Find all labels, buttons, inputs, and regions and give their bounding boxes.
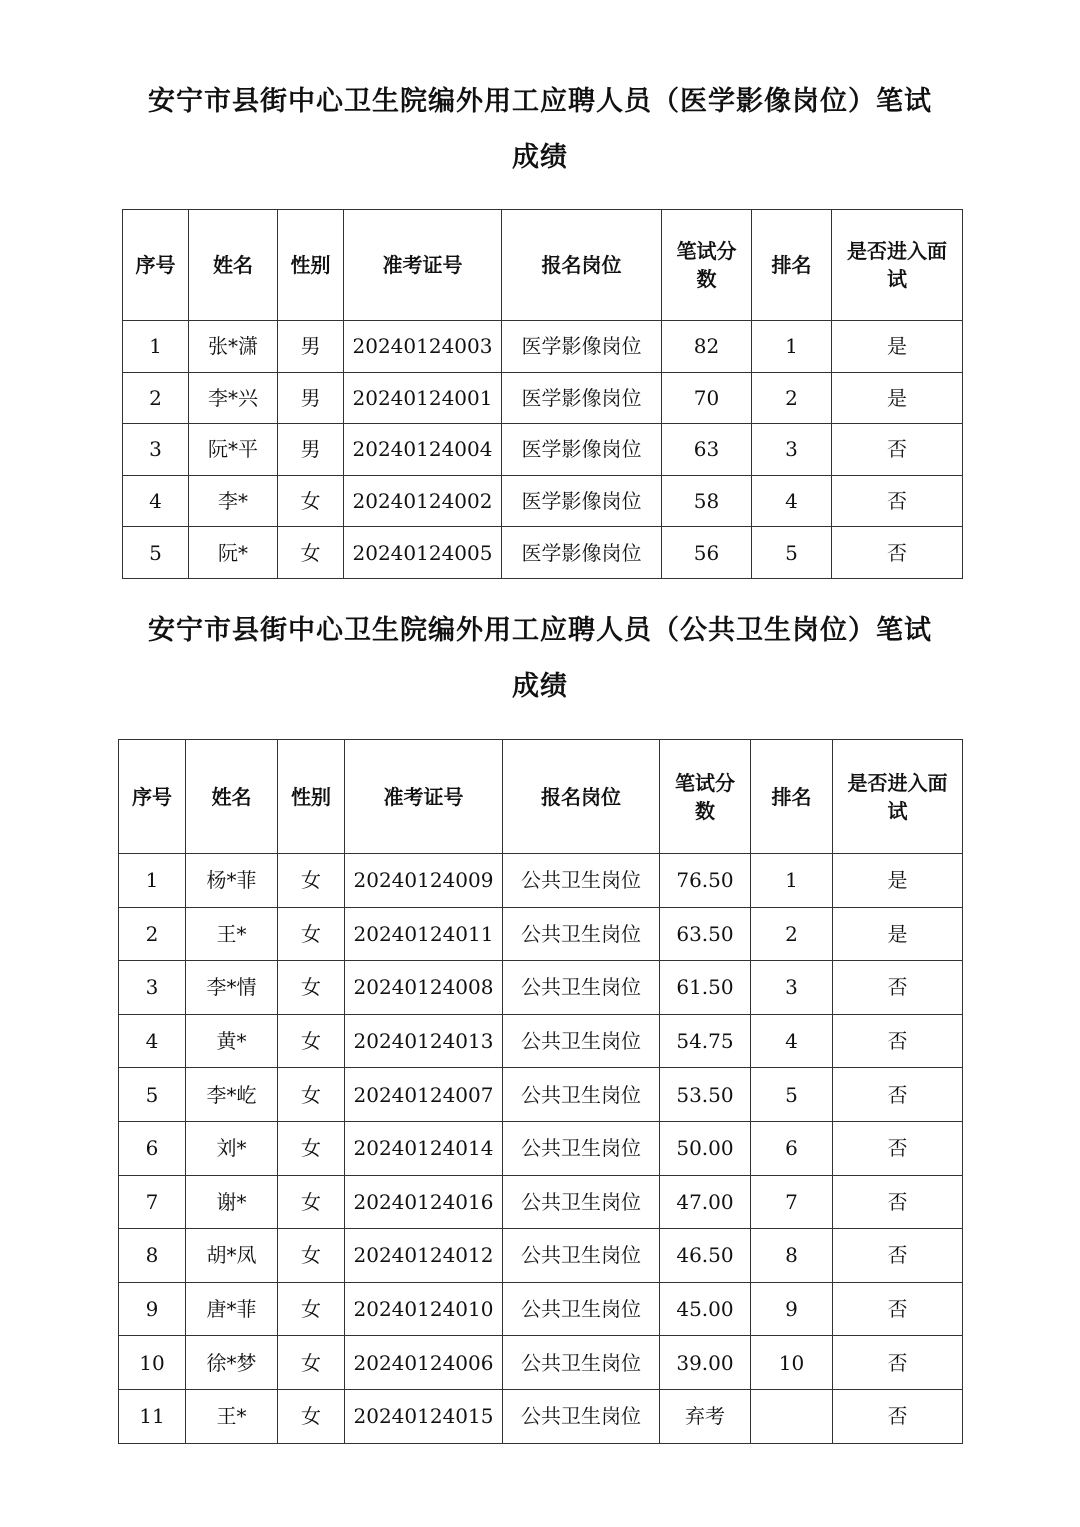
- cell-gender: 女: [278, 527, 344, 579]
- cell-name: 王*: [186, 1389, 278, 1443]
- cell-gender: 女: [278, 1229, 345, 1283]
- cell-rank: 2: [752, 372, 832, 424]
- table-row: [119, 1068, 963, 1122]
- cell-score: 46.50: [660, 1229, 751, 1283]
- cell-rank: 3: [751, 961, 833, 1015]
- cell-gender: 女: [278, 1014, 345, 1068]
- cell-gender: 女: [278, 1389, 345, 1443]
- cell-score: 50.00: [660, 1121, 751, 1175]
- cell-interview: 否: [833, 1229, 963, 1283]
- cell-interview: 否: [833, 1175, 963, 1229]
- cell-interview: 是: [832, 372, 963, 424]
- cell-gender: 女: [278, 475, 344, 527]
- table-row: [119, 1175, 963, 1229]
- cell-rank: 3: [752, 424, 832, 476]
- cell-score: 45.00: [660, 1282, 751, 1336]
- cell-name: 黄*: [186, 1014, 278, 1068]
- cell-position: 医学影像岗位: [502, 321, 662, 373]
- cell-ticket: 20240124013: [345, 1014, 503, 1068]
- header-score: 笔试分数: [660, 740, 751, 854]
- table-row: [123, 372, 963, 424]
- cell-rank: [751, 1389, 833, 1443]
- cell-score: 82: [662, 321, 752, 373]
- cell-gender: 女: [278, 1336, 345, 1390]
- cell-gender: 女: [278, 854, 345, 908]
- header-position: 报名岗位: [502, 210, 662, 321]
- cell-score: 47.00: [660, 1175, 751, 1229]
- header-name: 姓名: [186, 740, 278, 854]
- cell-name: 阮*平: [189, 424, 278, 476]
- cell-name: 王*: [186, 907, 278, 961]
- table-row: [123, 321, 963, 373]
- cell-ticket: 20240124016: [345, 1175, 503, 1229]
- table-row: [119, 1389, 963, 1443]
- cell-rank: 4: [752, 475, 832, 527]
- cell-gender: 女: [278, 961, 345, 1015]
- cell-gender: 男: [278, 372, 344, 424]
- table-header-row: [119, 740, 963, 854]
- table-row: [119, 1014, 963, 1068]
- cell-name: 李*情: [186, 961, 278, 1015]
- cell-interview: 否: [833, 1336, 963, 1390]
- table-header-row: [123, 210, 963, 321]
- cell-no: 1: [119, 854, 186, 908]
- cell-ticket: 20240124004: [344, 424, 502, 476]
- cell-score: 63.50: [660, 907, 751, 961]
- cell-position: 医学影像岗位: [502, 475, 662, 527]
- cell-gender: 女: [278, 1282, 345, 1336]
- cell-ticket: 20240124005: [344, 527, 502, 579]
- cell-no: 1: [123, 321, 189, 373]
- cell-score: 63: [662, 424, 752, 476]
- cell-no: 11: [119, 1389, 186, 1443]
- cell-score: 54.75: [660, 1014, 751, 1068]
- cell-rank: 1: [752, 321, 832, 373]
- cell-position: 公共卫生岗位: [503, 1282, 660, 1336]
- cell-score: 56: [662, 527, 752, 579]
- cell-gender: 女: [278, 1121, 345, 1175]
- cell-no: 8: [119, 1229, 186, 1283]
- cell-rank: 8: [751, 1229, 833, 1283]
- section1-title: [0, 74, 1080, 186]
- cell-interview: 否: [833, 961, 963, 1015]
- cell-rank: 6: [751, 1121, 833, 1175]
- cell-name: 李*: [189, 475, 278, 527]
- cell-interview: 否: [833, 1282, 963, 1336]
- cell-name: 杨*菲: [186, 854, 278, 908]
- section1-title-line1: 安宁市县街中心卫生院编外用工应聘人员（医学影像岗位）笔试: [148, 86, 932, 117]
- cell-position: 公共卫生岗位: [503, 961, 660, 1015]
- public-health-score-table: [118, 739, 963, 1444]
- cell-name: 李*屹: [186, 1068, 278, 1122]
- cell-position: 公共卫生岗位: [503, 1336, 660, 1390]
- cell-score: 61.50: [660, 961, 751, 1015]
- cell-gender: 女: [278, 907, 345, 961]
- header-no: 序号: [123, 210, 189, 321]
- cell-interview: 否: [832, 527, 963, 579]
- cell-ticket: 20240124011: [345, 907, 503, 961]
- header-rank: 排名: [752, 210, 832, 321]
- cell-no: 5: [123, 527, 189, 579]
- cell-gender: 男: [278, 321, 344, 373]
- cell-rank: 10: [751, 1336, 833, 1390]
- header-ticket: 准考证号: [344, 210, 502, 321]
- cell-ticket: 20240124010: [345, 1282, 503, 1336]
- table-row: [119, 1121, 963, 1175]
- cell-position: 公共卫生岗位: [503, 907, 660, 961]
- header-position: 报名岗位: [503, 740, 660, 854]
- table-row: [119, 907, 963, 961]
- section2-title-line1: 安宁市县街中心卫生院编外用工应聘人员（公共卫生岗位）笔试: [148, 615, 932, 646]
- cell-gender: 女: [278, 1175, 345, 1229]
- cell-position: 公共卫生岗位: [503, 854, 660, 908]
- cell-ticket: 20240124009: [345, 854, 503, 908]
- cell-interview: 是: [833, 854, 963, 908]
- cell-ticket: 20240124014: [345, 1121, 503, 1175]
- cell-position: 公共卫生岗位: [503, 1389, 660, 1443]
- cell-ticket: 20240124008: [345, 961, 503, 1015]
- public-health-table-body: [119, 854, 963, 1444]
- cell-interview: 否: [833, 1389, 963, 1443]
- cell-score: 53.50: [660, 1068, 751, 1122]
- cell-name: 阮*: [189, 527, 278, 579]
- cell-position: 公共卫生岗位: [503, 1121, 660, 1175]
- cell-no: 6: [119, 1121, 186, 1175]
- cell-position: 医学影像岗位: [502, 424, 662, 476]
- table-row: [123, 475, 963, 527]
- table-row: [119, 1336, 963, 1390]
- cell-ticket: 20240124006: [345, 1336, 503, 1390]
- section1-title-line2: 成绩: [512, 142, 568, 173]
- cell-rank: 1: [751, 854, 833, 908]
- cell-interview: 否: [833, 1068, 963, 1122]
- cell-interview: 否: [832, 424, 963, 476]
- cell-interview: 是: [833, 907, 963, 961]
- cell-rank: 2: [751, 907, 833, 961]
- cell-ticket: 20240124003: [344, 321, 502, 373]
- cell-rank: 5: [752, 527, 832, 579]
- imaging-table-body: [123, 321, 963, 579]
- table-row: [119, 854, 963, 908]
- cell-no: 4: [123, 475, 189, 527]
- header-name: 姓名: [189, 210, 278, 321]
- header-gender: 性别: [278, 740, 345, 854]
- cell-score: 76.50: [660, 854, 751, 908]
- cell-name: 徐*梦: [186, 1336, 278, 1390]
- header-no: 序号: [119, 740, 186, 854]
- cell-no: 3: [123, 424, 189, 476]
- header-gender: 性别: [278, 210, 344, 321]
- header-score: 笔试分数: [662, 210, 752, 321]
- cell-interview: 是: [832, 321, 963, 373]
- cell-name: 李*兴: [189, 372, 278, 424]
- cell-position: 公共卫生岗位: [503, 1175, 660, 1229]
- cell-ticket: 20240124002: [344, 475, 502, 527]
- cell-interview: 否: [832, 475, 963, 527]
- cell-position: 公共卫生岗位: [503, 1229, 660, 1283]
- cell-name: 胡*凤: [186, 1229, 278, 1283]
- cell-name: 唐*菲: [186, 1282, 278, 1336]
- cell-rank: 5: [751, 1068, 833, 1122]
- cell-interview: 否: [833, 1014, 963, 1068]
- cell-position: 公共卫生岗位: [503, 1014, 660, 1068]
- cell-ticket: 20240124015: [345, 1389, 503, 1443]
- cell-position: 医学影像岗位: [502, 527, 662, 579]
- cell-rank: 9: [751, 1282, 833, 1336]
- table-row: [119, 961, 963, 1015]
- header-ticket: 准考证号: [345, 740, 503, 854]
- cell-rank: 4: [751, 1014, 833, 1068]
- table-row: [119, 1229, 963, 1283]
- cell-name: 刘*: [186, 1121, 278, 1175]
- cell-no: 5: [119, 1068, 186, 1122]
- imaging-score-table: [122, 209, 963, 579]
- cell-position: 医学影像岗位: [502, 372, 662, 424]
- header-interview: 是否进入面试: [833, 740, 963, 854]
- cell-no: 10: [119, 1336, 186, 1390]
- cell-gender: 男: [278, 424, 344, 476]
- table-row: [123, 424, 963, 476]
- cell-ticket: 20240124012: [345, 1229, 503, 1283]
- cell-no: 2: [119, 907, 186, 961]
- cell-no: 7: [119, 1175, 186, 1229]
- cell-position: 公共卫生岗位: [503, 1068, 660, 1122]
- cell-score: 58: [662, 475, 752, 527]
- cell-score: 弃考: [660, 1389, 751, 1443]
- cell-rank: 7: [751, 1175, 833, 1229]
- cell-ticket: 20240124007: [345, 1068, 503, 1122]
- cell-no: 9: [119, 1282, 186, 1336]
- table-row: [119, 1282, 963, 1336]
- cell-name: 张*潇: [189, 321, 278, 373]
- cell-no: 2: [123, 372, 189, 424]
- cell-name: 谢*: [186, 1175, 278, 1229]
- cell-interview: 否: [833, 1121, 963, 1175]
- section2-title: [0, 603, 1080, 715]
- cell-no: 4: [119, 1014, 186, 1068]
- table-row: [123, 527, 963, 579]
- section2-title-line2: 成绩: [512, 671, 568, 702]
- header-rank: 排名: [751, 740, 833, 854]
- cell-no: 3: [119, 961, 186, 1015]
- cell-score: 70: [662, 372, 752, 424]
- cell-ticket: 20240124001: [344, 372, 502, 424]
- cell-score: 39.00: [660, 1336, 751, 1390]
- header-interview: 是否进入面试: [832, 210, 963, 321]
- cell-gender: 女: [278, 1068, 345, 1122]
